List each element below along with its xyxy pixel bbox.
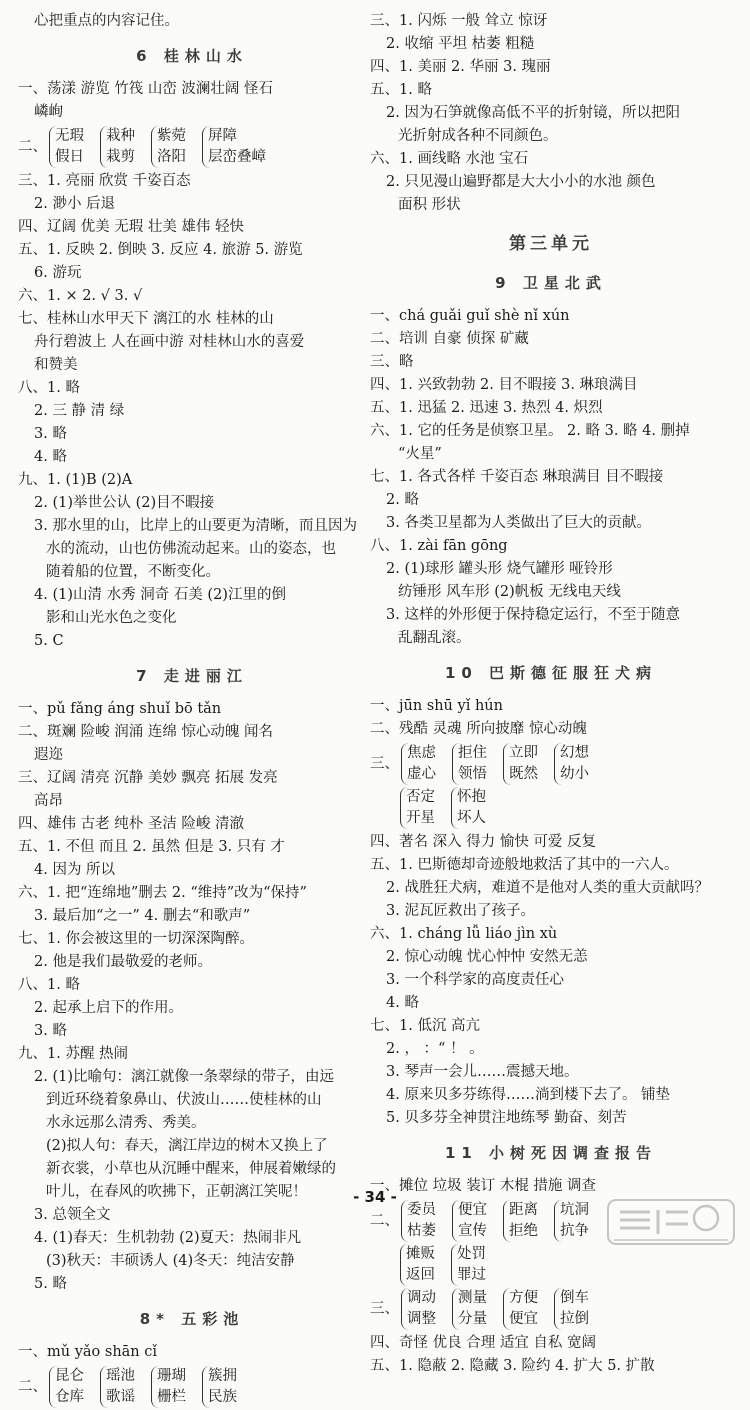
word-group-cells	[400, 787, 502, 829]
right-column	[370, 10, 732, 1378]
brace-word: 倒车	[560, 1290, 589, 1306]
answer-line: 六、1. cháng lǚ liáo jìn xù	[370, 926, 558, 942]
answer-line: 五、1. 反映 2. 倒映 3. 反应 4. 旅游 5. 游览	[18, 242, 303, 258]
answer-line: 2. ， ：“ ！ 。	[386, 1041, 484, 1057]
brace-word: 珊瑚	[157, 1368, 186, 1384]
answer-line: 二、残酷 灵魂 所向披靡 惊心动魄	[370, 721, 587, 737]
answer-line: 六、1. 它的任务是侦察卫星。 2. 略 3. 略 4. 删掉	[370, 423, 690, 439]
brace-cell	[151, 126, 196, 168]
word-group-cells	[49, 1366, 253, 1408]
answer-line: 八、1. zài fān gōng	[370, 538, 508, 554]
brace-cell	[401, 743, 446, 785]
answer-line: 一、jūn shū yǐ hún	[370, 698, 503, 714]
brace-word: 洛阳	[157, 149, 186, 165]
brace-word: 幻想	[560, 745, 589, 761]
answer-line: “火星”	[398, 446, 442, 462]
answer-line: 一、摊位 垃圾 装订 木棍 措施 调查	[370, 1178, 597, 1194]
word-group	[370, 1288, 732, 1330]
brace-word: 便宜	[458, 1202, 487, 1218]
brace-word: 便宜	[509, 1311, 538, 1327]
answer-line: 2. 收缩 平坦 枯萎 粗糙	[386, 36, 535, 52]
answer-line: 4. 原来贝多芬练得……淌到楼下去了。 铺垫	[386, 1087, 671, 1103]
brace-word: 幼小	[560, 766, 589, 782]
brace-word: 怀抱	[457, 789, 486, 805]
brace-word: 仓库	[55, 1389, 84, 1405]
brace-cell	[49, 126, 94, 168]
brace-word: 方便	[509, 1290, 538, 1306]
answer-line: 6. 游玩	[34, 265, 82, 281]
brace-word: 既然	[509, 766, 538, 782]
answer-line: 五、1. 迅猛 2. 迅速 3. 热烈 4. 炽烈	[370, 400, 603, 416]
brace-word: 歌谣	[106, 1389, 135, 1405]
lesson-title: 7 走进丽江	[136, 667, 248, 685]
answer-line: 新衣裳，小草也从沉睡中醒来，伸展着嫩绿的	[46, 1161, 336, 1177]
answer-line: 3. 那水里的山，比岸上的山要更为清晰，而且因为	[34, 518, 357, 534]
answer-line: 2. 渺小 后退	[34, 196, 116, 212]
answer-line: 高昂	[34, 793, 63, 809]
brace-word: 紫菀	[157, 128, 186, 144]
brace-word: 否定	[406, 789, 435, 805]
brace-cell	[400, 787, 445, 829]
brace-word: 假日	[55, 149, 84, 165]
answer-line: 纺锤形 风车形 (2)帆板 无线电天线	[398, 584, 621, 600]
answer-line: 一、pǔ fǎng áng shuǐ bō tǎn	[18, 701, 222, 717]
answer-line: 2. 惊心动魄 忧心忡忡 安然无恙	[386, 949, 588, 965]
answer-line: 3. 泥瓦匠救出了孩子。	[386, 903, 535, 919]
answer-line: 五、1. 巴斯德却奇迹般地救活了其中的一六人。	[370, 857, 679, 873]
word-group	[370, 743, 732, 785]
brace-word: 抗争	[560, 1223, 589, 1239]
brace-cell	[451, 1244, 496, 1286]
answer-line: 叶儿，在春风的吹拂下，正朝漓江笑呢！	[46, 1184, 307, 1200]
brace-cell	[202, 126, 276, 168]
brace-word: 开星	[406, 810, 435, 826]
answer-line: 四、辽阔 优美 无瑕 壮美 雄伟 轻快	[18, 219, 245, 235]
answer-line: 2. 起承上启下的作用。	[34, 1000, 183, 1016]
word-group-cells	[401, 1288, 605, 1330]
answer-line: 4. 因为 所以	[34, 862, 116, 878]
answer-line: 七、1. 低沉 高亢	[370, 1018, 481, 1034]
answer-line: 2. 战胜狂犬病，难道不是他对人类的重大贡献吗？	[386, 880, 709, 896]
answer-line: 心把重点的内容记住。	[34, 13, 179, 29]
brace-word: 调动	[407, 1290, 436, 1306]
brace-word: 摊贩	[406, 1246, 435, 1262]
brace-word: 焦虑	[407, 745, 436, 761]
answer-line: 面积 形状	[398, 197, 461, 213]
answer-line: 5. 贝多芬全神贯注地练琴 勤奋、刻苦	[386, 1110, 627, 1126]
answer-line: 四、1. 兴致勃勃 2. 目不暇接 3. 琳琅满目	[370, 377, 638, 393]
answer-line: 影和山光水色之变化	[46, 610, 177, 626]
brace-word: 栽种	[106, 128, 135, 144]
answer-line: 一、荡漾 游览 竹筏 山峦 波澜壮阔 怪石	[18, 81, 274, 97]
answer-line: (3)秋天：丰硕诱人 (4)冬天：纯洁安静	[46, 1253, 295, 1269]
lesson-title: 6 桂林山水	[136, 47, 248, 65]
answer-line: 五、1. 不但 而且 2. 虽然 但是 3. 只有 才	[18, 839, 285, 855]
brace-cell	[452, 743, 497, 785]
answer-line: 4. (1)山清 水秀 洞奇 石美 (2)江里的倒	[34, 587, 286, 603]
answer-line: 4. (1)春天：生机勃勃 (2)夏天：热闹非凡	[34, 1230, 302, 1246]
brace-word: 拉倒	[560, 1311, 589, 1327]
brace-cell	[202, 1366, 247, 1408]
word-group-cells	[49, 126, 282, 168]
answer-line: 七、1. 各式各样 千姿百态 琳琅满目 目不暇接	[370, 469, 664, 485]
answer-line: 三、略	[370, 354, 414, 370]
answer-line: 3. 一个科学家的高度责任心	[386, 972, 564, 988]
answer-line: 嶙峋	[34, 104, 63, 120]
word-group-cells	[400, 1244, 502, 1286]
brace-word: 调整	[407, 1311, 436, 1327]
answer-line: 二、斑斓 险峻 润涌 连绵 惊心动魄 闻名	[18, 724, 274, 740]
answer-line: 八、1. 略	[18, 380, 80, 396]
answer-line: 3. 略	[34, 426, 67, 442]
answer-line: 4. 略	[386, 995, 419, 1011]
brace-word: 坏人	[457, 810, 486, 826]
brace-cell	[100, 1366, 145, 1408]
answer-line: 5. 略	[34, 1276, 67, 1292]
answer-line: 九、1. (1)B (2)A	[18, 472, 133, 488]
word-group-label: 二、	[370, 1212, 399, 1229]
answer-line: 三、1. 闪烁 一般 耸立 惊讶	[370, 13, 548, 29]
brace-word: 栅栏	[157, 1389, 186, 1405]
brace-word: 栽剪	[106, 149, 135, 165]
answer-line: 乱翻乱滚。	[398, 630, 471, 646]
answer-line: 四、1. 美丽 2. 华丽 3. 瑰丽	[370, 59, 551, 75]
answer-line: 三、1. 亮丽 欣赏 千姿百态	[18, 173, 191, 189]
answer-line: 光折射成各种不同颜色。	[398, 128, 558, 144]
answer-line: 2. (1)举世公认 (2)目不暇接	[34, 495, 215, 511]
brace-word: 处罚	[457, 1246, 486, 1262]
brace-cell	[151, 1366, 196, 1408]
watermark-logo-icon	[606, 1198, 736, 1246]
brace-word: 无瑕	[55, 128, 84, 144]
answer-line: (2)拟人句：春天，漓江岸边的树木又换上了	[46, 1138, 328, 1154]
answer-line: 一、mǔ yǎo shān cǐ	[18, 1344, 158, 1360]
answer-line: 四、著名 深入 得力 愉快 可爱 反复	[370, 834, 597, 850]
brace-word: 坑洞	[560, 1202, 589, 1218]
lesson-title: 10 巴斯德征服狂犬病	[444, 664, 658, 682]
answer-line: 六、1. 把“连绵地”删去 2. “维持”改为“保持”	[18, 885, 307, 901]
brace-word: 昆仑	[55, 1368, 84, 1384]
answer-line: 2. 三 静 清 绿	[34, 403, 125, 419]
answer-line: 六、1. 画线略 水池 宝石	[370, 151, 529, 167]
answer-line: 水永远那么清秀、秀美。	[46, 1115, 206, 1131]
word-group	[18, 126, 366, 168]
answer-line: 八、1. 略	[18, 977, 80, 993]
brace-word: 瑶池	[106, 1368, 135, 1384]
brace-word: 屏障	[208, 128, 237, 144]
brace-cell	[503, 743, 548, 785]
brace-word: 层峦叠嶂	[208, 149, 266, 165]
brace-word: 返回	[406, 1267, 435, 1283]
answer-line: 五、1. 隐蔽 2. 隐藏 3. 险约 4. 扩大 5. 扩散	[370, 1358, 655, 1374]
brace-word: 枯萎	[407, 1223, 436, 1239]
answer-line: 六、1. × 2. √ 3. √	[18, 288, 143, 304]
brace-word: 立即	[509, 745, 538, 761]
brace-word: 测量	[458, 1290, 487, 1306]
brace-word: 拒住	[458, 745, 487, 761]
brace-word: 拒绝	[509, 1223, 538, 1239]
brace-cell	[100, 126, 145, 168]
brace-word: 距离	[509, 1202, 538, 1218]
answer-line: 4. 略	[34, 449, 67, 465]
answer-line: 2. (1)球形 罐头形 烧气罐形 哑铃形	[386, 561, 613, 577]
answer-line: 五、1. 略	[370, 82, 432, 98]
word-group-label: 三、	[370, 755, 399, 772]
brace-cell	[554, 743, 599, 785]
brace-cell	[400, 1244, 445, 1286]
brace-word: 民族	[208, 1389, 237, 1405]
answer-line: 3. 琴声一会儿……震撼天地。	[386, 1064, 579, 1080]
word-group-label: 三、	[370, 1300, 399, 1317]
brace-word: 委员	[407, 1202, 436, 1218]
brace-cell	[452, 1288, 497, 1330]
answer-line: 2. 因为石笋就像高低不平的折射镜，所以把阳	[386, 105, 680, 121]
word-group-label: 二、	[18, 1378, 47, 1395]
brace-word: 虚心	[407, 766, 436, 782]
brace-cell	[503, 1288, 548, 1330]
brace-word: 宣传	[458, 1223, 487, 1239]
lesson-title: 8* 五彩池	[139, 1310, 245, 1328]
word-group-label: 二、	[18, 138, 47, 155]
answer-line: 3. 略	[34, 1023, 67, 1039]
answer-line: 四、雄伟 古老 纯朴 圣洁 险峻 清澈	[18, 816, 245, 832]
word-group	[370, 787, 732, 829]
brace-word: 罪过	[457, 1267, 486, 1283]
brace-cell	[49, 1366, 94, 1408]
brace-cell	[451, 787, 496, 829]
answer-line: 5. C	[34, 633, 64, 649]
answer-line: 三、辽阔 清亮 沉静 美妙 飘亮 拓展 发亮	[18, 770, 278, 786]
answer-line: 和赞美	[34, 357, 78, 373]
answer-line: 3. 最后加“之一” 4. 删去“和歌声”	[34, 908, 251, 924]
answer-line: 随着船的位置，不断变化。	[46, 564, 220, 580]
answer-line: 七、1. 你会被这里的一切深深陶醉。	[18, 931, 254, 947]
answer-line: 2. 只见漫山遍野都是大大小小的水池 颜色	[386, 174, 656, 190]
word-group	[18, 1366, 366, 1408]
answer-line: 一、chá guǎi guǐ shè nǐ xún	[370, 308, 570, 324]
word-group	[370, 1244, 732, 1286]
answer-line: 2. 他是我们最敬爱的老师。	[34, 954, 212, 970]
page-number: - 34 -	[353, 1188, 397, 1206]
answer-line: 四、奇怪 优良 合理 适宜 自私 宽阔	[370, 1335, 597, 1351]
brace-word: 分量	[458, 1311, 487, 1327]
answer-line: 3. 这样的外形便于保持稳定运行，不至于随意	[386, 607, 680, 623]
answer-line: 遐迩	[34, 747, 63, 763]
word-group-cells	[401, 743, 605, 785]
answer-line: 九、1. 苏醒 热闹	[18, 1046, 129, 1062]
unit-title: 第三单元	[509, 234, 593, 254]
answer-line: 2. (1)比喻句：漓江就像一条翠绿的带子，由远	[34, 1069, 334, 1085]
lesson-title: 11 小树死因调查报告	[444, 1144, 658, 1162]
answer-line: 2. 略	[386, 492, 419, 508]
brace-word: 领悟	[458, 766, 487, 782]
lesson-title: 9 卫星北武	[495, 274, 607, 292]
brace-cell	[554, 1288, 599, 1330]
brace-word: 簇拥	[208, 1368, 237, 1384]
answer-line: 3. 总领全文	[34, 1207, 111, 1223]
answer-line: 二、培训 自豪 侦探 矿藏	[370, 331, 529, 347]
brace-cell	[401, 1288, 446, 1330]
answer-line: 舟行碧波上 人在画中游 对桂林山水的喜爱	[34, 334, 305, 350]
answer-line: 到近环绕着象鼻山、伏波山……使桂林的山	[46, 1092, 322, 1108]
answer-line: 水的流动，山也仿佛流动起来。山的姿态，也	[46, 541, 336, 557]
answer-line: 七、桂林山水甲天下 漓江的水 桂林的山	[18, 311, 274, 327]
answer-line: 3. 各类卫星都为人类做出了巨大的贡献。	[386, 515, 651, 531]
